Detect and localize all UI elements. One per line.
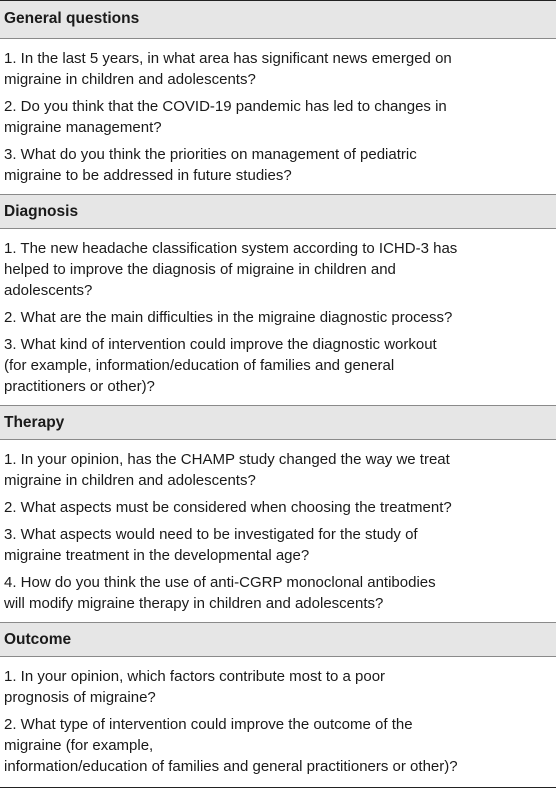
question-line: 1. In the last 5 years, in what area has significant news emerged on xyxy=(4,50,452,67)
question-line: helped to improve the diagnosis of migraine in children and xyxy=(4,261,396,278)
question-line: 3. What do you think the priorities on management of pediatric xyxy=(4,146,417,163)
question-line: 3. What aspects would need to be investigated for the study of xyxy=(4,526,418,543)
question-item xyxy=(4,497,474,518)
question-line: migraine treatment in the developmental age? xyxy=(4,547,310,564)
question-item xyxy=(4,524,474,566)
question-item xyxy=(4,334,474,397)
question-line: migraine in children and adolescents? xyxy=(4,71,256,88)
question-line: 3. What kind of intervention could improve the diagnostic workout xyxy=(4,336,437,353)
question-item xyxy=(4,666,474,708)
question-item xyxy=(4,48,474,90)
question-line: 2. What type of intervention could improve the outcome of the xyxy=(4,716,413,733)
question-item xyxy=(4,96,474,138)
question-line: migraine management? xyxy=(4,119,162,136)
section-header-outcome: Outcome xyxy=(0,623,556,657)
question-line: 2. What aspects must be considered when choosing the treatment? xyxy=(4,499,452,516)
question-line: 2. What are the main difficulties in the migraine diagnostic process? xyxy=(4,309,453,326)
question-line: 1. In your opinion, which factors contribute most to a poor xyxy=(4,668,386,685)
question-item xyxy=(4,572,474,614)
question-line: information/education of families and general practitioners or other)? xyxy=(4,758,458,775)
question-line: 2. Do you think that the COVID-19 pandemic has led to changes in xyxy=(4,98,447,115)
question-line: adolescents? xyxy=(4,282,93,299)
section-body-diagnosis xyxy=(0,229,556,406)
question-item xyxy=(4,307,474,328)
question-item xyxy=(4,449,474,491)
section-body-therapy xyxy=(0,440,556,623)
question-line: 1. The new headache classification system according to ICHD-3 has xyxy=(4,240,458,257)
section-body-outcome xyxy=(0,657,556,788)
question-line: migraine (for example, xyxy=(4,737,154,754)
question-line: 4. How do you think the use of anti-CGRP monoclonal antibodies xyxy=(4,574,436,591)
section-header-general-questions: General questions xyxy=(0,1,556,39)
question-item xyxy=(4,238,474,301)
section-header-therapy: Therapy xyxy=(0,406,556,440)
question-item xyxy=(4,714,474,777)
question-line: 1. In your opinion, has the CHAMP study changed the way we treat xyxy=(4,451,450,468)
question-line: practitioners or other)? xyxy=(4,378,155,395)
question-line: migraine to be addressed in future studies? xyxy=(4,167,292,184)
section-header-diagnosis: Diagnosis xyxy=(0,195,556,229)
question-line: migraine in children and adolescents? xyxy=(4,472,256,489)
section-body-general-questions xyxy=(0,39,556,195)
question-line: will modify migraine therapy in children and adolescents? xyxy=(4,595,384,612)
question-line: (for example, information/education of families and general xyxy=(4,357,395,374)
question-line: prognosis of migraine? xyxy=(4,689,156,706)
question-item xyxy=(4,144,474,186)
